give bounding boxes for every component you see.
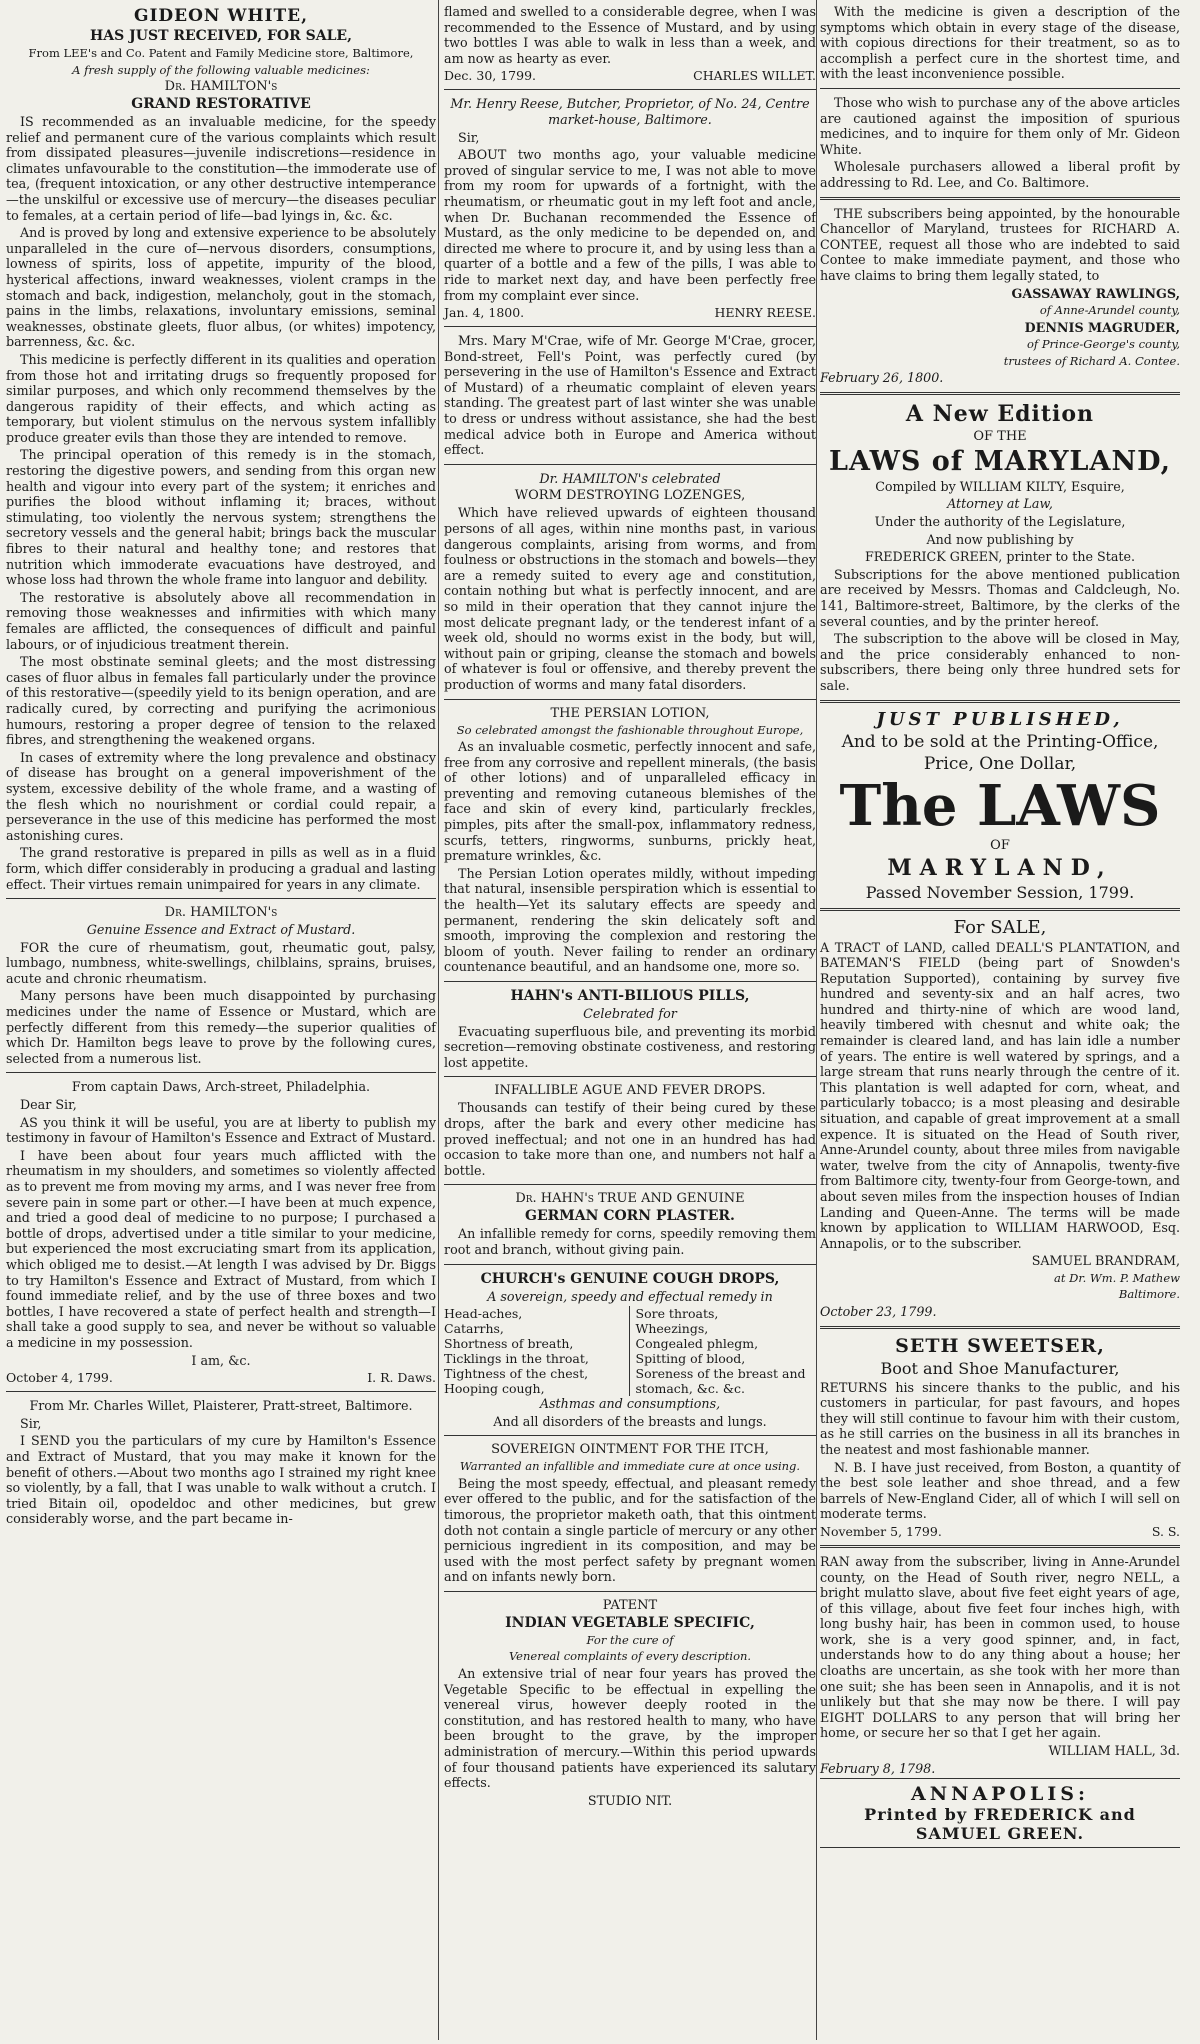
divider [820, 700, 1180, 703]
divider [444, 1591, 816, 1592]
list-item: Soreness of the breast and stomach, &c. &c. [635, 1366, 806, 1397]
imprint-city: ANNAPOLIS: [910, 1783, 1090, 1806]
divider [444, 326, 816, 327]
paragraph: Those who wish to purchase any of the above articles are cautioned against the imposition of spurious medicines, and to inquire for them only of Mr. Gideon White. [820, 94, 1180, 157]
list-item: Ticklings in the throat, [444, 1351, 589, 1367]
published-price: Price, One Dollar, [923, 753, 1077, 774]
laws-publishing: And now publishing by [926, 531, 1074, 547]
published-session: Passed November Session, 1799. [865, 882, 1135, 902]
divider [444, 981, 816, 982]
divider [820, 1326, 1180, 1329]
paragraph: Evacuating superfluous bile, and preventing its morbid secretion—removing obstinate costiveness, and restoring lost appetite. [444, 1023, 816, 1070]
corn-subtitle: GERMAN CORN PLASTER. [525, 1208, 735, 1225]
cough-title: CHURCH's GENUINE COUGH DROPS, [480, 1270, 780, 1287]
paragraph: RETURNS his sincere thanks to the public, and his customers in particular, for past favours, and hopes they will still continue to favour him with their custom, as he still carries on the business in all its branches in the neatest and most fashionable manner. [820, 1379, 1180, 1457]
ad-signature [820, 1524, 1180, 1539]
signer: DENNIS MAGRUDER, [1024, 319, 1180, 335]
list-item: Sore throats, [635, 1306, 719, 1322]
paragraph: I SEND you the particulars of my cure by Hamilton's Essence and Extract of Mustard, that you may make it known for the benefit of others.—About two months ago I strained my right knee so violently, by a fall, that I was unable to walk without a crutch. I tried Bitain oil, opodeldoc and other medicines, but grew considerably worse, and the part became in- [6, 1433, 436, 1527]
paragraph: Subscriptions for the above mentioned publication are received by Messrs. Thomas and Caldcleugh, No. 141, Baltimore-street, Baltimore, by the clerks of the several counties, and by the printer hereof. [820, 566, 1180, 629]
worm-subtitle: WORM DESTROYING LOZENGES, [514, 488, 746, 504]
laws-title: LAWS of MARYLAND, [828, 445, 1171, 477]
paragraph: I have been about four years much afflicted with the rheumatism in my shoulders, and sometimes so violently affected as to prevent me from moving my arms, and I was never free from severe pain in some part or other.—I have been at much expence, and tried a good deal of medicine to no purpose; I purchased a bottle of drops, advertised under a title similar to your medicine, but experienced the most excruciating smart from its application, which obliged me to desist.—At length I was advised by Dr. Biggs to try Hamilton's Essence and Extract of Mustard, from which I found immediate relief, and by the use of three boxes and two bottles, I have recovered a state of perfect health and strength—I shall take a good supply to sea, and never be without so valuable a medicine in my possession. [6, 1147, 436, 1350]
letter-salute: Dear Sir, [20, 1097, 77, 1113]
column-3 [820, 4, 1180, 1848]
paragraph: In cases of extremity where the long prevalence and obstinacy of disease has brought on a general impoverishment of the system, excessive debility of the whole frame, and a wasting of the flesh which no nourishment or cordial could repair, a perseverance in the use of this medicine has performed the most astonishing cures. [6, 749, 436, 843]
divider [444, 1076, 816, 1077]
corn-title: Dr. HAHN's TRUE AND GENUINE [515, 1191, 745, 1207]
paragraph: The restorative is absolutely above all recommendation in removing those weaknesses and infirmities with which many females are afflicted, the consequences of difficult and painful labours, or of injudicious treatment therein. [6, 589, 436, 652]
published-of: OF [990, 837, 1010, 853]
letter-close: I am, &c. [191, 1352, 251, 1368]
signer-sub: Baltimore. [1118, 1287, 1180, 1302]
divider [820, 197, 1180, 200]
paragraph: The principal operation of this remedy is in the stomach, restoring the digestive powers, and sending from this organ new health and vigour into every part of the system; it enriches and purifies the blood without inflaming it; braces, without stimulating, too violently the nervous system; strengthens the secretory vessels and the general habit; brings back the muscular fibres to their natural and healthy tone; and restores that nutrition which immoderate evacuations have destroyed, and whose loss had thrown the whole frame into languor and debility. [6, 447, 436, 588]
hahn-subtitle: Celebrated for [583, 1005, 677, 1021]
cough-subtitle: A sovereign, speedy and effectual remedy in [487, 1288, 773, 1304]
paragraph: A TRACT of LAND, called DEALL'S PLANTATION, and BATEMAN'S FIELD (being part of Snowden's Reputation Supported), containing by survey five hundred and seventy-six and an half acres, two hundred and thirty-nine of which are wood land, heavily timbered with chesnut and white oak; the remainder is cleared land, and has lain idle a number of years. The entire is well watered by springs, and a large stream that runs nearly through the centre of it. This plantation is well adapted for corn, wheat, and particularly tobacco; is a most pleasing and desirable situation, and capable of great improvement at a small expence. It is situated on the Head of South river, Anne-Arundel county, about three miles from navigable water, twelve from the city of Annapolis, twenty-five from Baltimore city, twenty-four from George-town, and about seven miles from the inspection houses of Indian Landing and Queen-Anne. The terms will be made known by application to WILLIAM HARWOOD, Esq. Annapolis, or to the subscriber. [820, 939, 1180, 1251]
paragraph: ABOUT two months ago, your valuable medicine proved of singular service to me, I was not able to move from my room for upwards of a fortnight, with the rheumatism, or rheumatic gout in my left foot and ancle, when Dr. Buchanan recommended the Essence of Mustard, as the only medicine to be depended on, and directed me where to procure it, and by using less than a quarter of a bottle and a few of the pills, I was able to ride to market next day, and have been perfectly free from my complaint ever since. [444, 147, 816, 303]
paragraph: N. B. I have just received, from Boston, a quantity of the best sole leather and shoe thread, and a few barrels of New-England Cider, all of which I will sell on moderate terms. [820, 1459, 1180, 1522]
paragraph: THE subscribers being appointed, by the honourable Chancellor of Maryland, trustees for RICHARD A. CONTEE, request all those who are indebted to said Contee to make immediate payment, and those who have claims to bring them legally stated, to [820, 205, 1180, 283]
list-item: Head-aches, [444, 1306, 523, 1322]
divider [444, 1435, 816, 1436]
paragraph: Being the most speedy, effectual, and pleasant remedy ever offered to the public, and for the satisfaction of the timorous, the proprietor maketh oath, that this ointment doth not contain a single particle of mercury or any other pernicious ingredient in its composition, and may be used with the most perfect safety by pregnant women and on infants newly born. [444, 1475, 816, 1585]
signer-sub: at Dr. Wm. P. Mathew [1054, 1270, 1180, 1285]
ad-date: November 5, 1799. [820, 1523, 942, 1539]
published-sold: And to be sold at the Printing-Office, [841, 731, 1159, 752]
list-item: Shortness of breath, [444, 1336, 574, 1352]
paragraph: The grand restorative is prepared in pills as well as in a fluid form, which differ considerably in producing a gradual and lasting effect. Their virtues remain unimpaired for years in any climate. [6, 845, 436, 892]
divider [6, 1391, 436, 1392]
signer-sub: of Prince-George's county, [1026, 337, 1180, 352]
paragraph: Thousands can testify of their being cured by these drops, after the bark and every other medicine has proved ineffectual; and not one in an hundred has had occasion to take more than one, and numbers not half a bottle. [444, 1100, 816, 1178]
divider [6, 1072, 436, 1073]
divider [820, 88, 1180, 89]
letter-from: From Mr. Charles Willet, Plaisterer, Pratt-street, Baltimore. [29, 1398, 413, 1414]
signer: WILLIAM HALL, 3d. [1048, 1743, 1180, 1759]
paragraph: An extensive trial of near four years has proved the Vegetable Specific to be effectual in expelling the venereal virus, however deeply rooted in the constitution, and has restored health to many, who have been brought to the grave, by the improper administration of mercury.—Within this period upwards of four thousand patients have experienced its salutary effects. [444, 1665, 816, 1791]
letter-signature [6, 1370, 436, 1385]
lotion-subtitle: So celebrated amongst the fashionable throughout Europe, [456, 722, 804, 737]
cough-footer: And all disorders of the breasts and lungs. [493, 1413, 767, 1429]
published-heading: JUST PUBLISHED, [876, 708, 1124, 730]
list-item: Tightness of the chest, [444, 1366, 589, 1382]
hahn-title: HAHN's ANTI-BILIOUS PILLS, [510, 987, 750, 1004]
divider [820, 1545, 1180, 1548]
letter-signature [444, 305, 816, 320]
signer-sub: of Anne-Arundel county, [1039, 303, 1180, 318]
paragraph: IS recommended as an invaluable medicine, for the speedy relief and permanent cure of the various complaints which result from dissipated pleasures—juvenile indiscretions—residence in climates unfavourable to the constitution—the immoderate use of tea, (frequent intoxication, or any other destructive intemperance—the unskilful or excessive use of mercury—the diseases peculiar to females, at a certain period of life—bad lyings in, &c. &c. [6, 114, 436, 223]
paragraph: Many persons have been much disappointed by purchasing medicines under the name of Essence or Mustard, which are perfectly different from this remedy—the superior qualities of which Dr. Hamilton begs leave to prove by the following cures, selected from a numerous list. [6, 988, 436, 1066]
signer-sub: trustees of Richard A. Contee. [1003, 353, 1180, 368]
ague-title: INFALLIBLE AGUE AND FEVER DROPS. [494, 1083, 766, 1099]
shoe-name: SETH SWEETSER, [895, 1334, 1105, 1357]
column-1 [6, 4, 436, 1529]
letter-date: October 4, 1799. [6, 1370, 113, 1386]
patent-subtitle: INDIAN VEGETABLE SPECIFIC, [505, 1614, 755, 1631]
cough-list-left [444, 1306, 625, 1396]
paragraph: This medicine is perfectly different in its qualities and operation from those hot and irritating drugs so frequently proposed for similar purposes, and which only recommend themselves by the dangerous rapidity of their effects, and which acting as temporary, but violent stimulus on the nervous system infallibly produce greater evils than those they are intended to remove. [6, 351, 436, 445]
paragraph: With the medicine is given a description of the symptoms which obtain in every stage of the disease, with copious directions for their treatment, so as to accomplish a perfect cure in the shortest time, and with the least inconvenience possible. [820, 4, 1180, 82]
letter-date: Dec. 30, 1799. [444, 68, 537, 84]
laws-heading: A New Edition [905, 400, 1095, 427]
patent-subtitle: For the cure of [586, 1632, 674, 1647]
laws-under: Under the authority of the Legislature, [874, 513, 1126, 529]
paragraph: As an invaluable cosmetic, perfectly innocent and safe, free from any corrosive and repellent minerals, (the basis of other lotions) and of unparalleled efficacy in preventing and removing cutaneous blemishes of the face and skin of every kind, particularly freckles, pimples, pits after the small-pox, inflammatory redness, scurfs, tetters, ringworms, sunburns, prickly heat, premature wrinkles, &c. [444, 739, 816, 864]
letter-from: Mr. Henry Reese, Butcher, Proprietor, of No. 24, Centre market-house, Baltimore. [450, 96, 810, 127]
list-item: Congealed phlegm, [635, 1336, 759, 1352]
laws-compiled: Compiled by WILLIAM KILTY, Esquire, [875, 478, 1125, 494]
paragraph: flamed and swelled to a considerable degree, when I was recommended to the Essence of Mustard, and by using two bottles I was able to walk in less than a week, and am now as hearty as ever. [444, 4, 816, 66]
divider [444, 1264, 816, 1265]
imprint-printer: Printed by FREDERICK and SAMUEL GREEN. [864, 1805, 1136, 1844]
divider [444, 89, 816, 90]
divider [820, 392, 1180, 395]
paragraph: The Persian Lotion operates mildly, without impeding that natural, insensible perspiration which is essential to the health—Yet its salutary effects are speedy and permanent, rendering the skin delicately soft and smooth, improving the complexion and restoring the bloom of youth. Never failing to render an ordinary countenance beautiful, and an handsome one, more so. [444, 865, 816, 975]
seller-name: GIDEON WHITE, [133, 6, 309, 26]
letter-signature [444, 68, 816, 83]
paragraph: Mrs. Mary M'Crae, wife of Mr. George M'Crae, grocer, Bond-street, Fell's Point, was perfectly cured (by persevering in the use of Hamilton's Essence and Extract of Mustard) of a rheumatic complaint of eleven years standing. The greatest part of last winter she was unable to dress or undress without assistance, she had the best medical advice both in Europe and America without effect. [444, 333, 816, 458]
paragraph: And is proved by long and extensive experience to be absolutely unparalleled in the cure of—nervous disorders, consumptions, lowness of spirits, loss of appetite, impurity of the blood, hysterical affections, inward weaknesses, violent cramps in the stomach and back, indigestion, melancholy, gout in the stomach, pains in the limbs, relaxations, involuntary emissions, seminal weaknesses, obstinate gleets, fluor albus, (or whites) impotency, barrenness, &c. &c. [6, 225, 436, 350]
dr-name: Dr. HAMILTON's [164, 79, 278, 94]
laws-of: OF THE [973, 428, 1027, 444]
laws-attorney: Attorney at Law, [947, 496, 1053, 512]
column-rule [438, 0, 439, 2040]
patent-title: PATENT [602, 1597, 658, 1613]
cough-list-right [629, 1306, 817, 1396]
column-2 [444, 4, 816, 1810]
seller-subtitle: HAS JUST RECEIVED, FOR SALE, [90, 28, 352, 44]
cough-list [444, 1306, 816, 1396]
cough-footer: Asthmas and consumptions, [539, 1396, 721, 1412]
itch-subtitle: Warranted an infallible and immediate cure at once using. [459, 1459, 801, 1474]
paragraph: The subscription to the above will be closed in May, and the price considerably enhanced to non-subscribers, there being only three hundred sets for sale. [820, 631, 1180, 693]
restorative-title: GRAND RESTORATIVE [131, 96, 311, 112]
divider [820, 908, 1180, 911]
paragraph: FOR the cure of rheumatism, gout, rheumatic gout, palsy, lumbago, numbness, white-swellings, chilblains, sprains, bruises, acute and chronic rheumatism. [6, 939, 436, 986]
laws-printer: FREDERICK GREEN, printer to the State. [864, 549, 1136, 565]
paragraph: The most obstinate seminal gleets; and the most distressing cases of fluor albus in females fall particularly under the province of this restorative—(speedily yield to its benign operation, and are radically cured, by correcting and purifying the acrimonious humours, restoring a proper degree of tension to the relaxed fibres, and strengthening the weakened organs. [6, 654, 436, 748]
mustard-title: Genuine Essence and Extract of Mustard. [86, 922, 356, 938]
divider [444, 1184, 816, 1185]
divider [444, 699, 816, 700]
paragraph: RAN away from the subscriber, living in Anne-Arundel county, on the Head of South river, negro NELL, a bright mulatto slave, about five feet eight years of age, of this village, about five feet four inches high, with long bushy hair, has been in common used, to house work, she is a very good spinner, and, in fact, understands how to do any thing about a house; her cloaths are uncertain, as she took with her more than one suit; she has been seen in Annapolis, and it is not unlikely but that she may now be there. I will pay EIGHT DOLLARS to any person that will bring her home, or secure her so that I get her again. [820, 1553, 1180, 1741]
divider [444, 464, 816, 465]
paragraph: AS you think it will be useful, you are at liberty to publish my testimony in favour of Hamilton's Essence and Extract of Mustard. [6, 1114, 436, 1146]
ad-date: February 26, 1800. [820, 370, 944, 386]
patent-subtitle: Venereal complaints of every description. [508, 1649, 752, 1664]
list-item: Hooping cough, [444, 1381, 545, 1397]
paragraph: An infallible remedy for corns, speedily removing them root and branch, without giving pain. [444, 1226, 816, 1257]
published-maryland: MARYLAND, [887, 854, 1113, 881]
list-item: Spitting of blood, [635, 1351, 746, 1367]
paragraph: Wholesale purchasers allowed a liberal profit by addressing to Rd. Lee, and Co. Baltimore. [820, 159, 1180, 190]
list-item: Wheezings, [635, 1321, 709, 1337]
letter-date: Jan. 4, 1800. [444, 305, 525, 321]
lotion-title: THE PERSIAN LOTION, [550, 705, 710, 721]
signer: GASSAWAY RAWLINGS, [1011, 285, 1180, 301]
mustard-dr: Dr. HAMILTON's [164, 905, 278, 921]
letter-from: From captain Daws, Arch-street, Philadelphia. [71, 1079, 371, 1095]
patent-end: STUDIO NIT. [587, 1792, 673, 1808]
letter-signer: HENRY REESE. [714, 305, 816, 321]
ad-date: October 23, 1799. [820, 1303, 937, 1319]
letter-signer: I. R. Daws. [367, 1370, 436, 1386]
supply-line: A fresh supply of the following valuable medicines: [72, 62, 370, 77]
letter-salute: Sir, [20, 1415, 42, 1431]
letter-signer: CHARLES WILLET. [693, 68, 816, 84]
signer: SAMUEL BRANDRAM, [1031, 1253, 1180, 1269]
list-item: Catarrhs, [444, 1321, 504, 1337]
from-line: From LEE's and Co. Patent and Family Medicine store, Baltimore, [28, 46, 414, 60]
paragraph: Which have relieved upwards of eighteen thousand persons of all ages, within nine months past, in various dangerous complaints, arising from worms, and from foulness or obstructions in the stomach and bowels—they are a remedy suited to every age and constitution, contain nothing but what is perfectly innocent, and are so mild in their operation that they cannot injure the most delicate pregnant lady, or the tenderest infant of a week old, should no worms exist in the body, but will, without pain or griping, cleanse the stomach and bowels of whatever is foul or offensive, and thereby prevent the production of worms and many fatal disorders. [444, 505, 816, 692]
worm-title: Dr. HAMILTON's celebrated [539, 470, 721, 486]
shoe-trade: Boot and Shoe Manufacturer, [880, 1358, 1120, 1378]
sale-heading: For SALE, [953, 916, 1047, 938]
ad-date: February 8, 1798. [820, 1760, 936, 1776]
column-rule [816, 0, 817, 2040]
signer: S. S. [1151, 1523, 1180, 1539]
imprint [820, 1778, 1180, 1848]
letter-salute: Sir, [458, 129, 480, 145]
itch-title: SOVEREIGN OINTMENT FOR THE ITCH, [491, 1442, 769, 1458]
divider [6, 898, 436, 899]
published-laws-title: The LAWS [839, 772, 1161, 839]
